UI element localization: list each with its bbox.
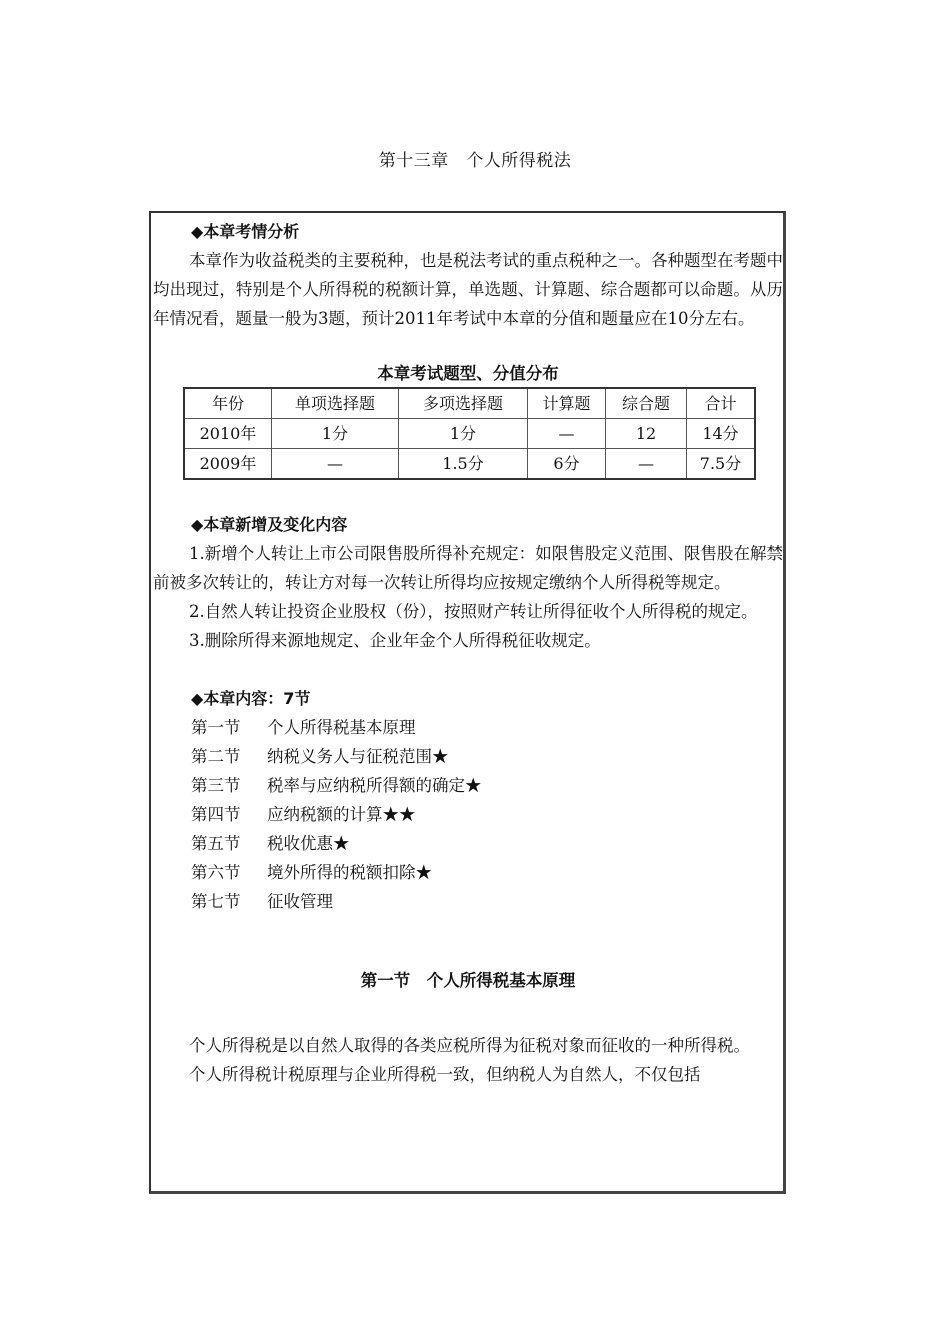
toc-section-number: 第六节 <box>191 863 241 882</box>
toc-section-title: 应纳税额的计算★★ <box>267 805 416 824</box>
toc-item <box>153 771 783 800</box>
table-header-cell: 年份 <box>184 388 272 419</box>
table-cell: 6分 <box>528 449 606 480</box>
table-cell: 1.5分 <box>399 449 528 480</box>
change-item: 3.删除所得来源地规定、企业年金个人所得税征收规定。 <box>189 631 601 650</box>
section-title: 第一节 个人所得税基本原理 <box>360 971 576 990</box>
table-row <box>184 419 755 449</box>
body-paragraph: 个人所得税是以自然人取得的各类应税所得为征税对象而征收的一种所得税。 <box>189 1036 750 1055</box>
table-cell: 7.5分 <box>687 449 756 480</box>
toc-section-number: 第三节 <box>191 776 241 795</box>
content-frame <box>149 211 786 1194</box>
toc-item <box>153 800 783 829</box>
analysis-paragraph: 本章作为收益税类的主要税种，也是税法考试的重点税种之一。各种题型在考题中均出现过，特别是个人所得税的税额计算，单选题、计算题、综合题都可以命题。从历年情况看，题量一般为3题，预计2011年考试中本章的分值和题量应在10分左右。 <box>153 251 783 328</box>
toc-item <box>153 887 783 916</box>
toc-section-title: 征收管理 <box>267 892 333 911</box>
table-cell: 1分 <box>399 419 528 449</box>
table-cell: — <box>528 419 606 449</box>
body-paragraph: 个人所得税计税原理与企业所得税一致，但纳税人为自然人，不仅包括 <box>189 1065 701 1084</box>
contents-heading: ◆本章内容：7节 <box>191 689 311 708</box>
toc-section-number: 第一节 <box>191 718 241 737</box>
toc-section-number: 第四节 <box>191 805 241 824</box>
table-cell: — <box>272 449 399 480</box>
table-cell: 2009年 <box>184 449 272 480</box>
change-item: 2.自然人转让投资企业股权（份），按照财产转让所得征收个人所得税的规定。 <box>189 602 758 621</box>
table-cell: 1分 <box>272 419 399 449</box>
table-header-cell: 多项选择题 <box>399 388 528 419</box>
content-body <box>153 217 783 1089</box>
table-row <box>184 449 755 480</box>
table-header-cell: 计算题 <box>528 388 606 419</box>
table-cell: 12 <box>606 419 687 449</box>
toc-section-title: 税率与应纳税所得额的确定★ <box>267 776 482 795</box>
table-header-cell: 合计 <box>687 388 756 419</box>
table-header-cell: 综合题 <box>606 388 687 419</box>
toc-item <box>153 713 783 742</box>
table-cell: 14分 <box>687 419 756 449</box>
table-header-cell: 单项选择题 <box>272 388 399 419</box>
chapter-title: 第十三章 个人所得税法 <box>378 151 572 171</box>
toc-section-title: 个人所得税基本原理 <box>267 718 416 737</box>
change-item: 1.新增个人转让上市公司限售股所得补充规定：如限售股定义范围、限售股在解禁前被多次转让的，转让方对每一次转让所得均应按规定缴纳个人所得税等规定。 <box>153 544 783 592</box>
changes-heading: ◆本章新增及变化内容 <box>191 515 348 534</box>
toc-item <box>153 858 783 887</box>
toc-section-number: 第七节 <box>191 892 241 911</box>
table-cell: 2010年 <box>184 419 272 449</box>
toc-section-title: 税收优惠★ <box>267 834 350 853</box>
table-cell: — <box>606 449 687 480</box>
toc-section-number: 第二节 <box>191 747 241 766</box>
analysis-heading: ◆本章考情分析 <box>191 222 300 241</box>
distribution-table <box>183 387 756 480</box>
toc-item <box>153 742 783 771</box>
toc-item <box>153 829 783 858</box>
toc-section-title: 纳税义务人与征税范围★ <box>267 747 449 766</box>
table-header-row <box>184 388 755 419</box>
toc-section-number: 第五节 <box>191 834 241 853</box>
distribution-table-title: 本章考试题型、分值分布 <box>377 364 559 383</box>
toc-section-title: 境外所得的税额扣除★ <box>267 863 432 882</box>
